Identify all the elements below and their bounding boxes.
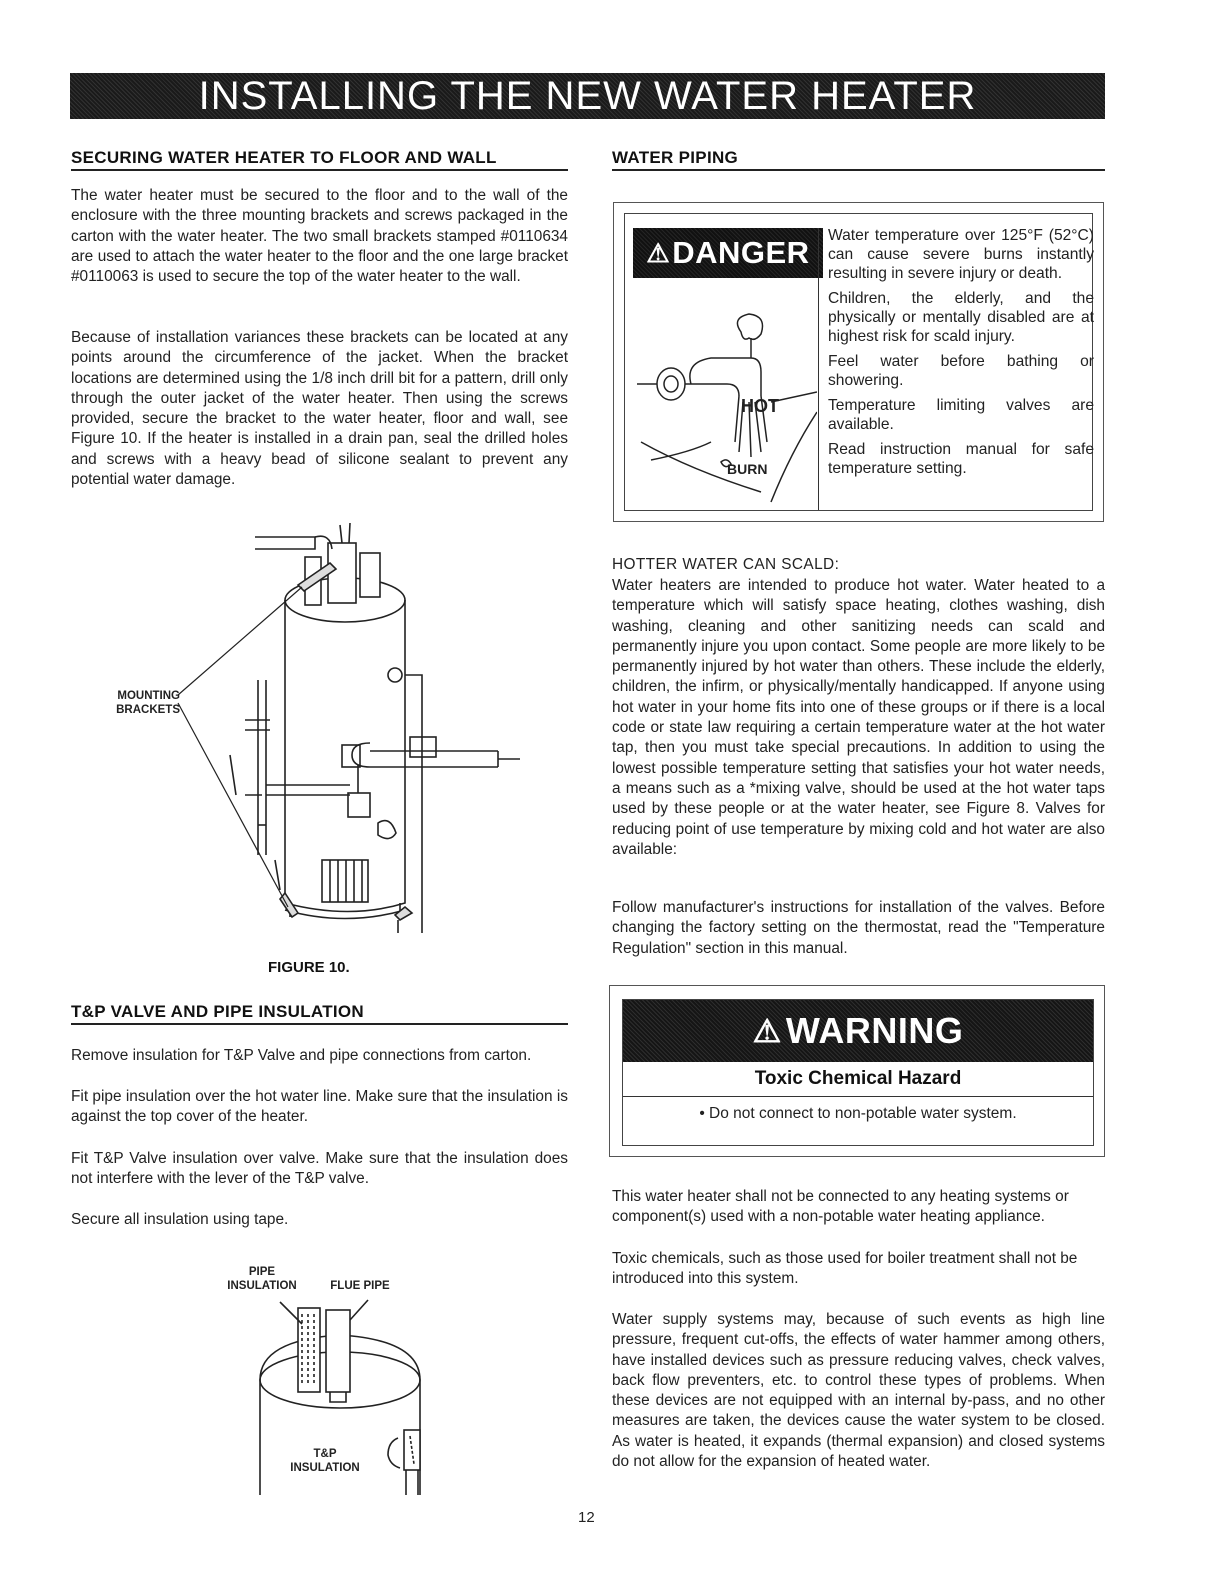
danger-badge-text: DANGER <box>672 235 810 270</box>
after-paragraph-1: This water heater shall not be connected to any heating systems or component(s) used with a non-potable water heating appliance. <box>612 1188 1069 1226</box>
danger-badge <box>633 228 823 278</box>
danger-text-p1: Water temperature over 125°F (52°C) can cause severe burns instantly resulting in severe injury or death. <box>828 227 1094 282</box>
insulation-paragraph-4: Secure all insulation using tape. <box>71 1211 289 1228</box>
securing-paragraph-2: Because of installation variances these brackets can be located at any points around the circumference of the jacket. When the bracket locations are determined using the 1/8 inch drill bit for a pattern, drill only through the outer jacket of the water heater. Then using the screws provided, secure the bracket to the water heater, floor and wall, see Figure 10. If the heater is installed in a drain pan, seal the drilled holes and screws with a heavy bead of silicone sealant to prevent any potential water damage. <box>71 329 568 489</box>
danger-text-p2: Children, the elderly, and the physically or mentally disabled are at highest risk for scald injury. <box>828 290 1094 345</box>
scald-title: HOTTER WATER CAN SCALD: <box>612 556 840 573</box>
warning-triangle-icon: ⚠ <box>646 237 671 268</box>
securing-paragraph-1: The water heater must be secured to the floor and to the wall of the enclosure with the three mounting brackets and screws packaged in the carton with the water heater. The two small brackets stamped #0110634 are used to attach the water heater to the floor and the one large bracket #0110063 is used to secure the top of the water heater to the wall. <box>71 187 568 286</box>
figure-10-illustration <box>60 515 570 935</box>
pipe-insulation-label <box>220 1265 304 1293</box>
scald-paragraph-1: Water heaters are intended to produce hot water. Water heated to a temperature which will satisfy space heating, clothes washing, dish washing, cleaning and other sanitizing needs can scald and permanently injure you upon contact. Some people are more likely to be permanently injured by hot water than others. These include the elderly, children, the infirm, or physically/mentally handicapped. If anyone using hot water in your home fits into one of these groups or if there is a local code or state law requiring a certain temperature water at the hot water tap, then you must take special precautions. In addition to using the lowest possible temperature setting that satisfies your hot water needs, a means such as a *mixing valve, should be used at the hot water taps used by these people or at the water heater, see Figure 8. Valves for reducing point of use temperature by mixing cold and hot water are also available: <box>612 577 1105 858</box>
scald-paragraph-2: Follow manufacturer's instructions for installation of the valves. Before changing the factory setting on the thermostat, read the "Temperature Regulation" section in this manual. <box>612 899 1105 957</box>
insulation-paragraph-1: Remove insulation for T&P Valve and pipe connections from carton. <box>71 1047 532 1064</box>
danger-text-block <box>828 226 1094 484</box>
danger-label-inner <box>624 213 1093 511</box>
figure-10-caption: FIGURE 10. <box>268 959 350 976</box>
after-paragraph-3: Water supply systems may, because of such events as high line pressure, frequent cut-offs, the effects of water hammer among others, have installed devices such as pressure reducing valves, check valves, back flow preventers, etc. to control these types of problems. When these devices are not equipped with an internal by-pass, and no other measures are taken, the devices cause the water system to be closed. As water is heated, it expands (thermal expansion) and closed systems do not allow for the expansion of heated water. <box>612 1311 1105 1471</box>
tp-insulation-label-line1: T&P <box>313 1448 337 1460</box>
mounting-brackets-label <box>80 689 180 717</box>
securing-heading-rule <box>71 169 568 171</box>
warning-label-inner <box>622 999 1094 1146</box>
water-piping-heading: WATER PIPING <box>612 148 739 167</box>
tp-insulation-label-line2: INSULATION <box>290 1462 360 1474</box>
warning-bullet-text: • Do not connect to non-potable water system. <box>699 1105 1017 1122</box>
hot-label: HOT <box>741 396 779 416</box>
insulation-heading: T&P VALVE AND PIPE INSULATION <box>71 1002 365 1021</box>
water-piping-heading-rule <box>612 169 1105 171</box>
toxic-chemical-hazard-title: Toxic Chemical Hazard <box>623 1062 1093 1097</box>
warning-badge <box>623 1000 1093 1062</box>
mounting-brackets-label-line2: BRACKETS <box>116 704 180 716</box>
danger-text-p3: Feel water before bathing or showering. <box>828 353 1094 389</box>
pipe-insulation-label-line2: INSULATION <box>227 1280 297 1292</box>
flue-pipe-label: FLUE PIPE <box>330 1280 390 1292</box>
securing-heading: SECURING WATER HEATER TO FLOOR AND WALL <box>71 148 497 167</box>
danger-text-p5: Read instruction manual for safe temperature setting. <box>828 441 1094 477</box>
hot-faucet-icon <box>631 292 817 512</box>
danger-label-box <box>613 202 1104 522</box>
insulation-paragraph-3: Fit T&P Valve insulation over valve. Make sure that the insulation does not interfere with the lever of the T&P valve. <box>71 1150 568 1188</box>
tp-insulation-label <box>285 1447 365 1475</box>
page-number: 12 <box>578 1509 595 1526</box>
warning-label-box <box>609 985 1105 1157</box>
banner-title: INSTALLING THE NEW WATER HEATER <box>198 74 977 118</box>
warning-triangle-icon: ⚠ <box>752 1013 782 1049</box>
warning-badge-text: WARNING <box>785 1010 964 1051</box>
insulation-paragraph-2: Fit pipe insulation over the hot water line. Make sure that the insulation is against the top cover of the heater. <box>71 1088 568 1126</box>
section-banner <box>70 73 1105 119</box>
danger-divider <box>818 228 819 510</box>
after-paragraph-2: Toxic chemicals, such as those used for boiler treatment shall not be introduced into this system. <box>612 1250 1078 1288</box>
mounting-brackets-label-line1: MOUNTING <box>117 690 180 702</box>
insulation-heading-rule <box>71 1023 568 1025</box>
burn-label: BURN <box>727 461 768 477</box>
danger-text-p4: Temperature limiting valves are available. <box>828 397 1094 433</box>
pipe-insulation-label-line1: PIPE <box>248 1266 276 1278</box>
